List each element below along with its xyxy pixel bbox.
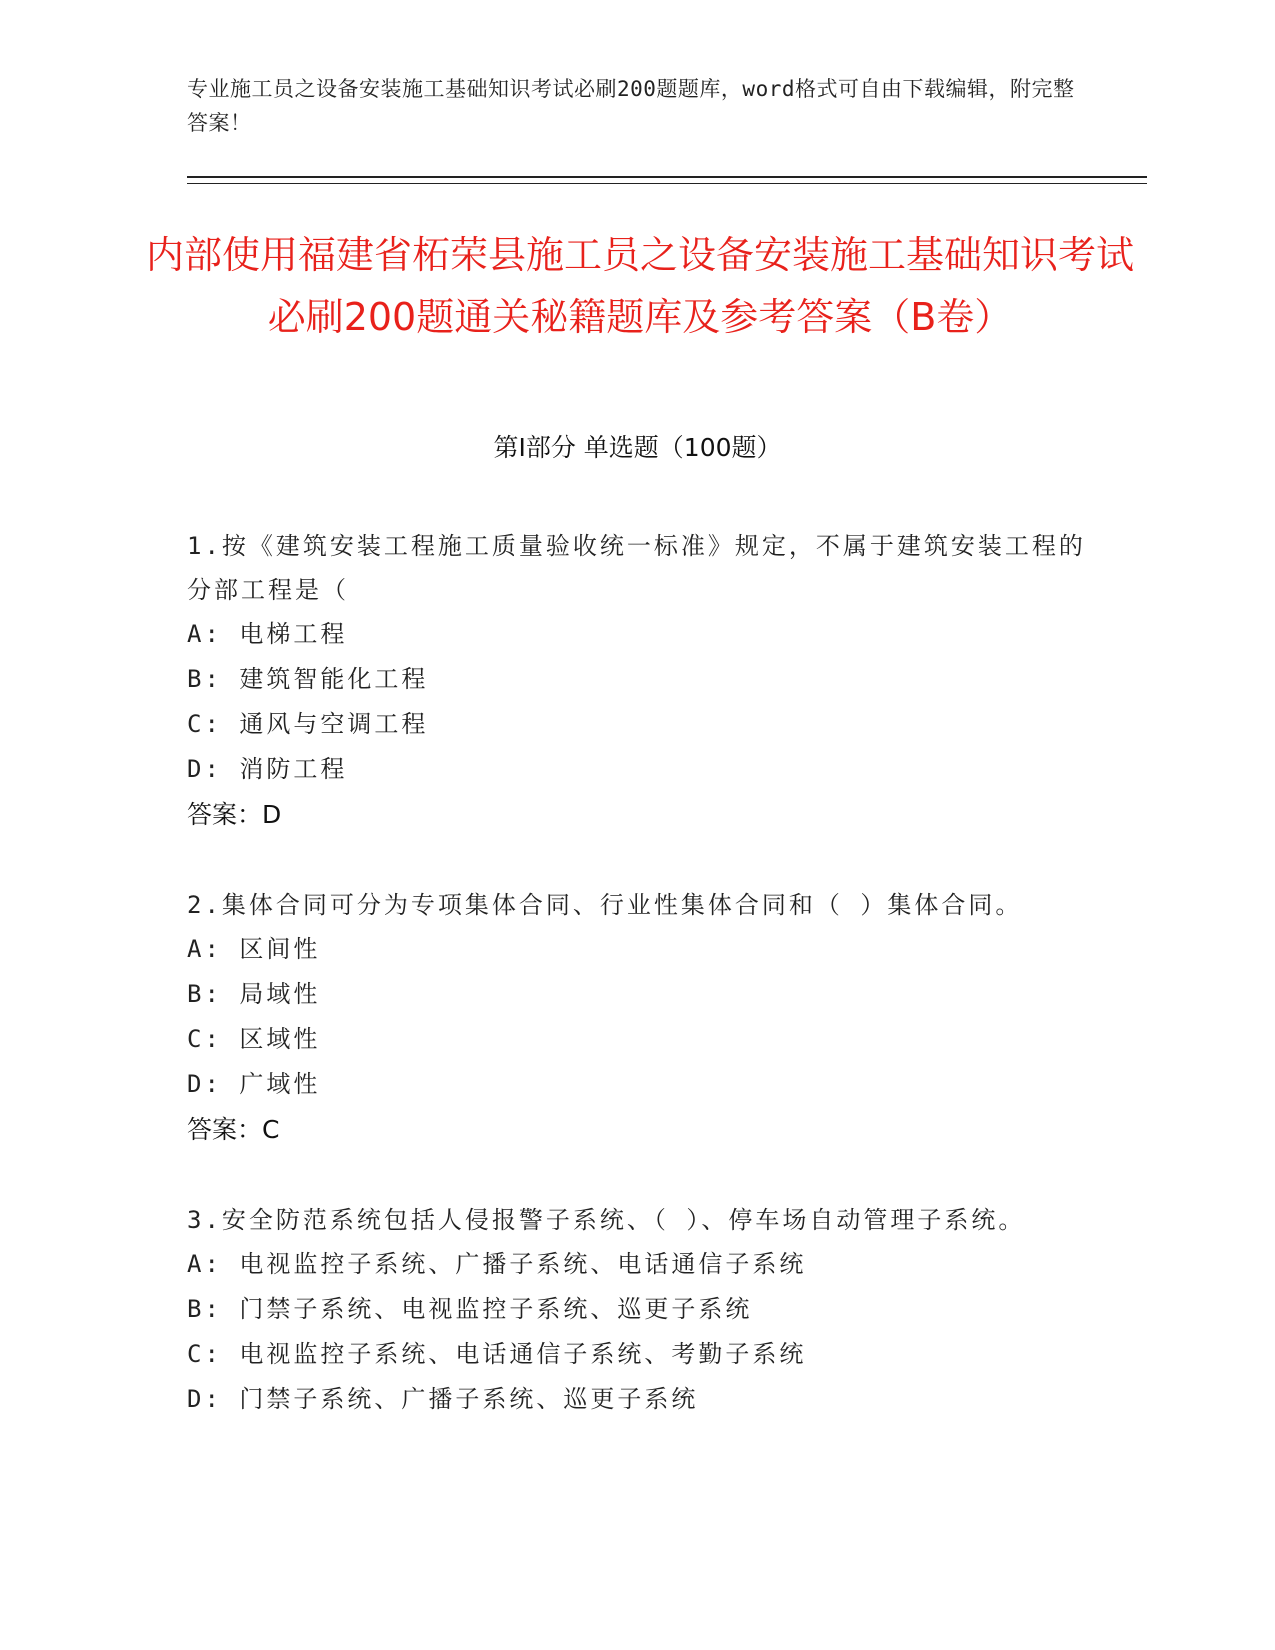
option-c: C: 电视监控子系统、电话通信子系统、考勤子系统 <box>187 1340 807 1368</box>
option-b: B: 建筑智能化工程 <box>187 665 429 693</box>
question-1 <box>187 524 1087 838</box>
answer-line: 答案：C <box>187 1115 280 1144</box>
header-rule-thin <box>187 183 1147 184</box>
question-text: 3.安全防范系统包括人侵报警子系统、（ ）、停车场自动管理子系统。 <box>187 1206 1026 1234</box>
question-spacer <box>187 838 1087 883</box>
option-c: C: 区域性 <box>187 1025 321 1053</box>
document-title: 内部使用福建省柘荣县施工员之设备安装施工基础知识考试必刷200题通关秘籍题库及参考答案（B卷） <box>145 233 1134 339</box>
option-b: B: 局域性 <box>187 980 321 1008</box>
option-a: A: 区间性 <box>187 935 321 963</box>
option-a: A: 电视监控子系统、广播子系统、电话通信子系统 <box>187 1250 807 1278</box>
answer-line: 答案：D <box>187 800 282 829</box>
section-heading: 第Ⅰ部分 单选题（100题） <box>493 433 782 462</box>
question-spacer <box>187 1153 1087 1198</box>
header-rule-thick <box>187 176 1147 178</box>
question-3 <box>187 1198 1087 1422</box>
option-d: D: 消防工程 <box>187 755 348 783</box>
header-note: 专业施工员之设备安装施工基础知识考试必刷200题题库，word格式可自由下载编辑，附完整答案！ <box>187 77 1075 135</box>
question-2 <box>187 883 1087 1153</box>
option-c: C: 通风与空调工程 <box>187 710 429 738</box>
option-a: A: 电梯工程 <box>187 620 348 648</box>
option-d: D: 广域性 <box>187 1070 321 1098</box>
option-d: D: 门禁子系统、广播子系统、巡更子系统 <box>187 1385 699 1413</box>
question-text: 1.按《建筑安装工程施工质量验收统一标准》规定，不属于建筑安装工程的分部工程是（ <box>187 532 1086 604</box>
option-b: B: 门禁子系统、电视监控子系统、巡更子系统 <box>187 1295 753 1323</box>
question-list <box>187 524 1087 1422</box>
question-text: 2.集体合同可分为专项集体合同、行业性集体合同和（ ）集体合同。 <box>187 891 1023 919</box>
